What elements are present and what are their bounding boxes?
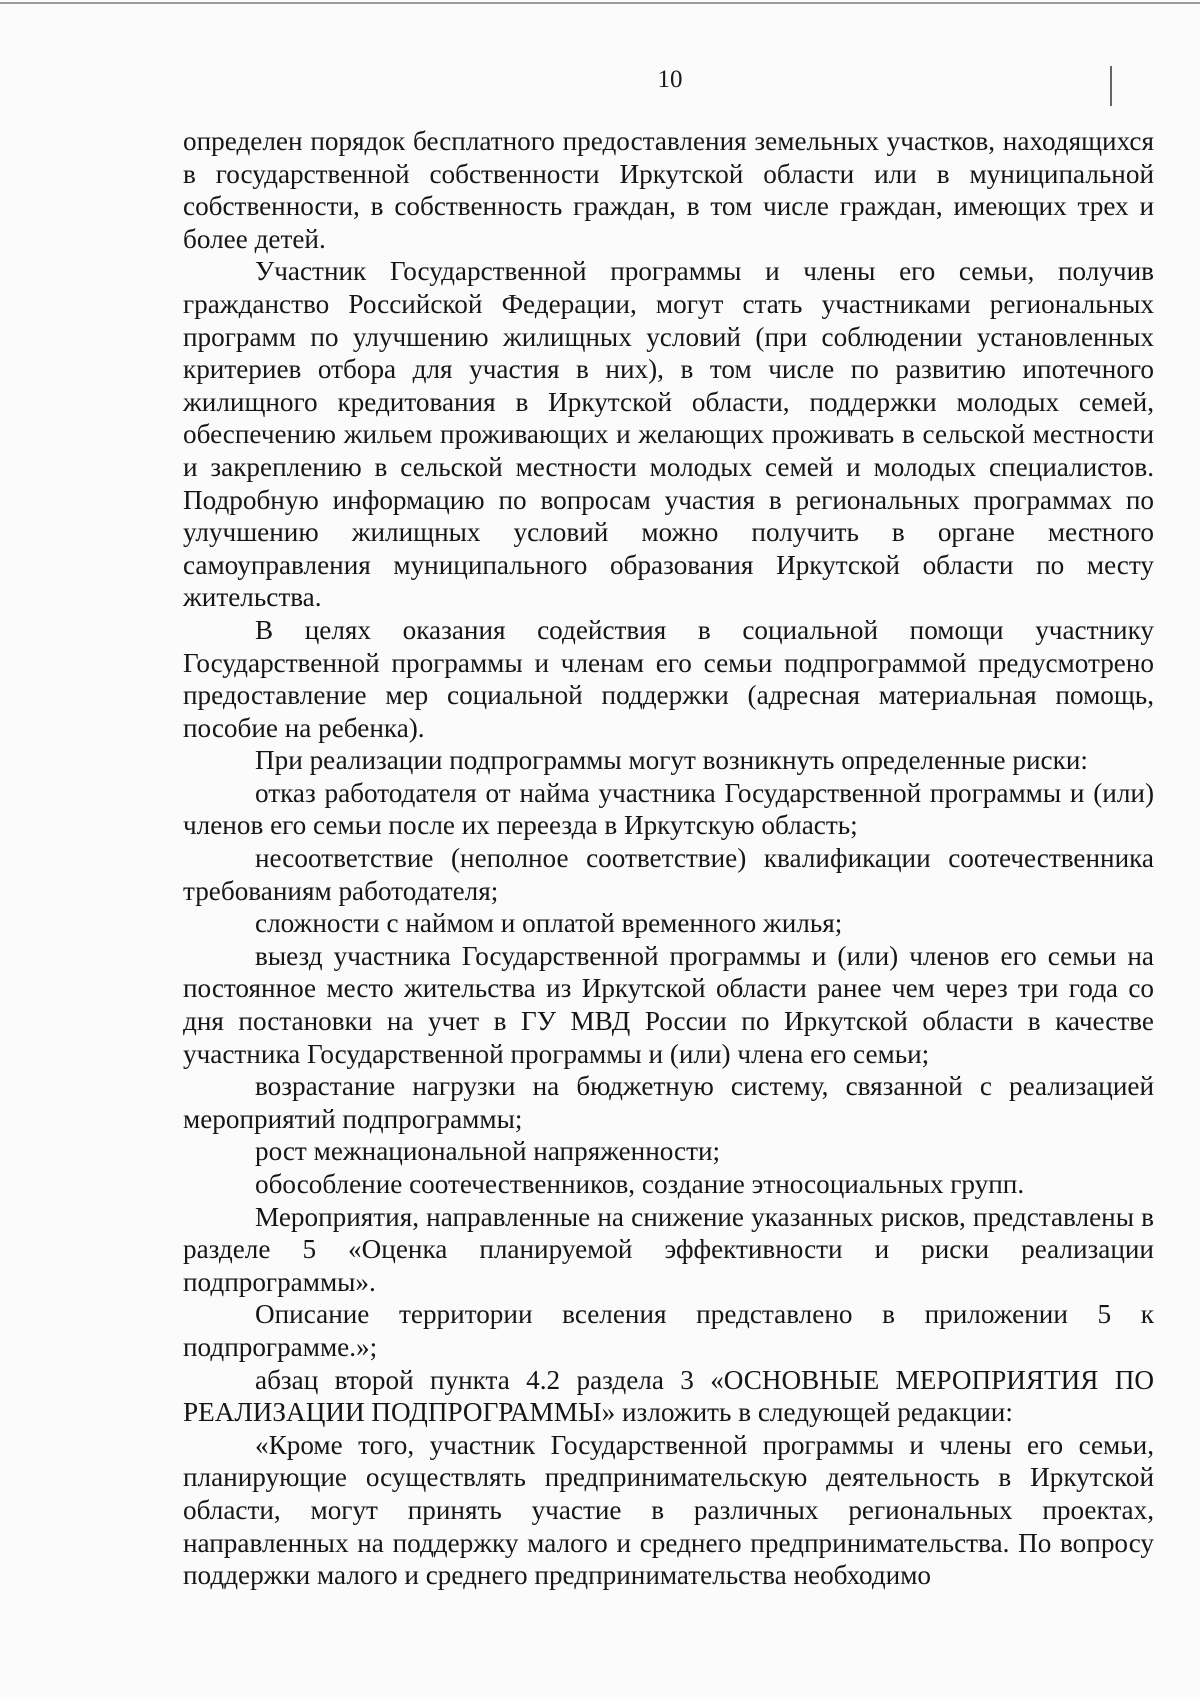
document-body [183, 125, 1154, 1592]
paragraph: При реализации подпрограммы могут возникнуть определенные риски: [255, 745, 1088, 776]
paragraph: возрастание нагрузки на бюджетную систему, связанной с реализацией мероприятий подпрограммы; [183, 1071, 1154, 1134]
paragraph: Участник Государственной программы и члены его семьи, получив гражданство Российской Федерации, могут стать участниками региональных программ по улучшению жилищных условий (при соблюдении установленных критериев отбора для участия в них), в том числе по развитию ипотечного жилищного кредитования в Иркутской области, поддержки молодых семей, обеспечению жильем проживающих и желающих проживать в сельской местности и закреплению в сельской местности молодых семей и молодых специалистов. Подробную информацию по вопросам участия в региональных программах по улучшению жилищных условий можно получить в органе местного самоуправления муниципального образования Иркутской области по месту жительства. [183, 256, 1154, 613]
paragraph: Мероприятия, направленные на снижение указанных рисков, представлены в разделе 5 «Оценка планируемой эффективности и риски реализации подпрограммы». [183, 1201, 1154, 1297]
paragraph: рост межнациональной напряженности; [255, 1136, 721, 1167]
paragraph: абзац второй пункта 4.2 раздела 3 «ОСНОВНЫЕ МЕРОПРИЯТИЯ ПО РЕАЛИЗАЦИИ ПОДПРОГРАММЫ» изложить в следующей редакции: [183, 1364, 1154, 1428]
paragraph: сложности с наймом и оплатой временного жилья; [255, 908, 843, 939]
paragraph: определен порядок бесплатного предоставления земельных участков, находящихся в государственной собственности Иркутской области или в муниципальной собственности, в собственность граждан, в том числе граждан, имеющих трех и более детей. [183, 126, 1154, 254]
paragraph: несоответствие (неполное соответствие) квалификации соотечественника требованиям работодателя; [183, 843, 1154, 906]
paragraph: выезд участника Государственной программы и (или) членов его семьи на постоянное место жительства из Иркутской области ранее чем через три года со дня постановки на учет в ГУ МВД России по Иркутской области в качестве участника Государственной программы и (или) члена его семьи; [183, 940, 1154, 1069]
paragraph: В целях оказания содействия в социальной помощи участнику Государственной программы и членам его семьи подпрограммой предусмотрено предоставление мер социальной поддержки (адресная материальная помощь, пособие на ребенка). [183, 614, 1154, 743]
paragraph: отказ работодателя от найма участника Государственной программы и (или) членов его семьи после их переезда в Иркутскую область; [183, 777, 1154, 841]
paragraph: «Кроме того, участник Государственной программы и члены его семьи, планирующие осуществлять предпринимательскую деятельность в Иркутской области, могут принять участие в различных региональных проектах, направленных на поддержку малого и среднего предпринимательства. По вопросу поддержки малого и среднего предпринимательства необходимо [183, 1429, 1154, 1591]
top-border-line [0, 2, 1200, 4]
page-number: 10 [657, 66, 683, 93]
paragraph: обособление соотечественников, создание этносоциальных групп. [255, 1169, 1025, 1199]
paragraph: Описание территории вселения представлено в приложении 5 к подпрограмме.»; [183, 1299, 1154, 1362]
